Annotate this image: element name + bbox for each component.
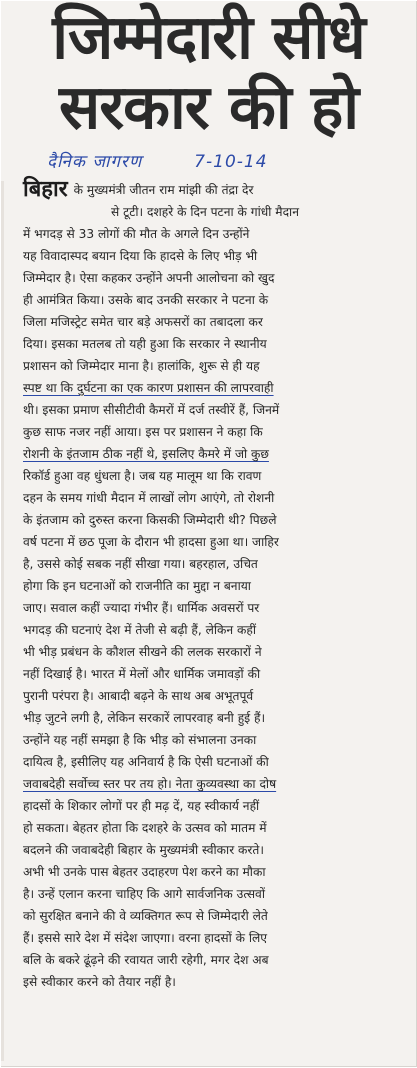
article-line: पुरानी परंपरा है। आबादी बढ़ने के साथ अब अभूतपूर्व: [23, 689, 254, 703]
article-line: इसे स्वीकार करने को तैयार नहीं है।: [23, 975, 176, 989]
article-line: को सुरक्षित बनाने की वे व्यक्तिगत रूप से जिम्मेदारी लेते: [23, 909, 268, 923]
article-line: नहीं दिखाई है। भारत में मेलों और धार्मिक जमावड़ों की: [23, 667, 261, 681]
column-rule: [1, 181, 4, 1061]
article-line: थी। इसका प्रमाण सीसीटीवी कैमरों में दर्ज तस्वीरें हैं, जिनमें: [23, 403, 280, 417]
article-line: यह विवादास्पद बयान दिया कि हादसे के लिए भीड़ भी: [23, 249, 258, 263]
article-line: के मुख्यमंत्री जीतन राम मांझी की तंद्रा देर: [73, 183, 254, 197]
article-line: हादसों के शिकार लोगों पर ही मढ़ दें, यह स्वीकार्य नहीं: [23, 799, 260, 813]
article-line: भगदड़ की घटनाएं देश में तेजी से बढ़ी हैं, लेकिन कहीं: [23, 623, 256, 637]
headline: [1, 1, 416, 143]
headline-line-2: सरकार की हो: [58, 72, 359, 143]
article-line: ही आमंत्रित किया। उसके बाद उनकी सरकार ने पटना के: [23, 293, 269, 307]
article-line: भी भीड़ प्रबंधन के कौशल सीखने की ललक सरकारों ने: [23, 645, 262, 659]
article-line: दहन के समय गांधी मैदान में लाखों लोग आएंगे, तो रोशनी: [23, 491, 275, 505]
article-line: जाए। सवाल कहीं ज्यादा गंभीर हैं। धार्मिक अवसरों पर: [23, 601, 260, 615]
article-line: है, उससे कोई सबक नहीं सीखा गया। बहरहाल, उचित: [23, 557, 258, 571]
article-line: होगा कि इन घटनाओं को राजनीति का मुद्दा न बनाया: [23, 579, 251, 593]
article-line-underlined: रोशनी के इंतजाम ठीक नहीं थे, इसलिए कैमरे में जो कुछ: [23, 447, 269, 461]
article-line: दायित्व है, इसीलिए यह अनिवार्य है कि ऐसी घटनाओं की: [23, 755, 269, 769]
article-line: रिकॉर्ड हुआ वह धुंधला है। जब यह मालूम था कि रावण: [23, 469, 262, 483]
handwritten-paper-name: दैनिक जागरण: [47, 152, 143, 172]
article-line: भीड़ जुटने लगी है, लेकिन सरकारें लापरवाह बनी हुई हैं।: [23, 711, 266, 725]
article-line: उन्होंने यह नहीं समझा है कि भीड़ को संभालना उनका: [23, 733, 257, 747]
article-line: प्रशासन को जिम्मेदार माना है। हालांकि, शुरू से ही यह: [23, 359, 260, 373]
article-line: जिम्मेदार है। ऐसा कहकर उन्होंने अपनी आलोचना को खुद: [23, 271, 275, 285]
article-line: दिया। इसका मतलब तो यही हुआ कि सरकार ने स्थानीय: [23, 337, 267, 351]
article-line: हैं। इससे सारे देश में संदेश जाएगा। वरना हादसों के लिए: [23, 931, 267, 945]
article-line: हो सकता। बेहतर होता कि दशहरे के उत्सव को मातम में: [23, 821, 267, 835]
newspaper-clipping: [1, 1, 417, 1067]
handwritten-date: 7-10-14: [194, 152, 268, 172]
article-line: है। उन्हें एलान करना चाहिए कि आगे सार्वजनिक उत्सवों: [23, 887, 265, 901]
article-line: से टूटी। दशहरे के दिन पटना के गांधी मैदान: [111, 205, 299, 219]
article-line: वर्ष पटना में छठ पूजा के दौरान भी हादसा हुआ था। जाहिर: [23, 535, 279, 549]
article-body: [23, 179, 389, 993]
headline-line-1: जिम्मेदारी सीधे: [52, 2, 365, 73]
article-line-underlined: स्पष्ट था कि दुर्घटना का एक कारण प्रशासन की लापरवाही: [23, 381, 274, 395]
article-line: बलि के बकरे ढूंढ़ने की रवायत जारी रहेगी, मगर देश अब: [23, 953, 269, 967]
article-line: के इंतजाम को दुरुस्त करना किसकी जिम्मेदारी थी? पिछले: [23, 513, 277, 527]
article-line: कुछ साफ नजर नहीं आया। इस पर प्रशासन ने कहा कि: [23, 425, 263, 439]
article-line-underlined: जवाबदेही सर्वोच्च स्तर पर तय हो। नेता कुव्यवस्था का दोष: [23, 777, 277, 791]
article-line: में भगदड़ से 33 लोगों की मौत के अगले दिन उन्होंने: [23, 227, 250, 241]
article-line: बदलने की जवाबदेही बिहार के मुख्यमंत्री स्वीकार करते।: [23, 843, 264, 857]
article-line: अभी भी उनके पास बेहतर उदाहरण पेश करने का मौका: [23, 865, 266, 879]
handwritten-note: [47, 149, 268, 172]
article-line: जिला मजिस्ट्रेट समेत चार बड़े अफसरों का तबादला कर: [23, 315, 263, 329]
dropcap-word: बिहार: [23, 177, 68, 202]
